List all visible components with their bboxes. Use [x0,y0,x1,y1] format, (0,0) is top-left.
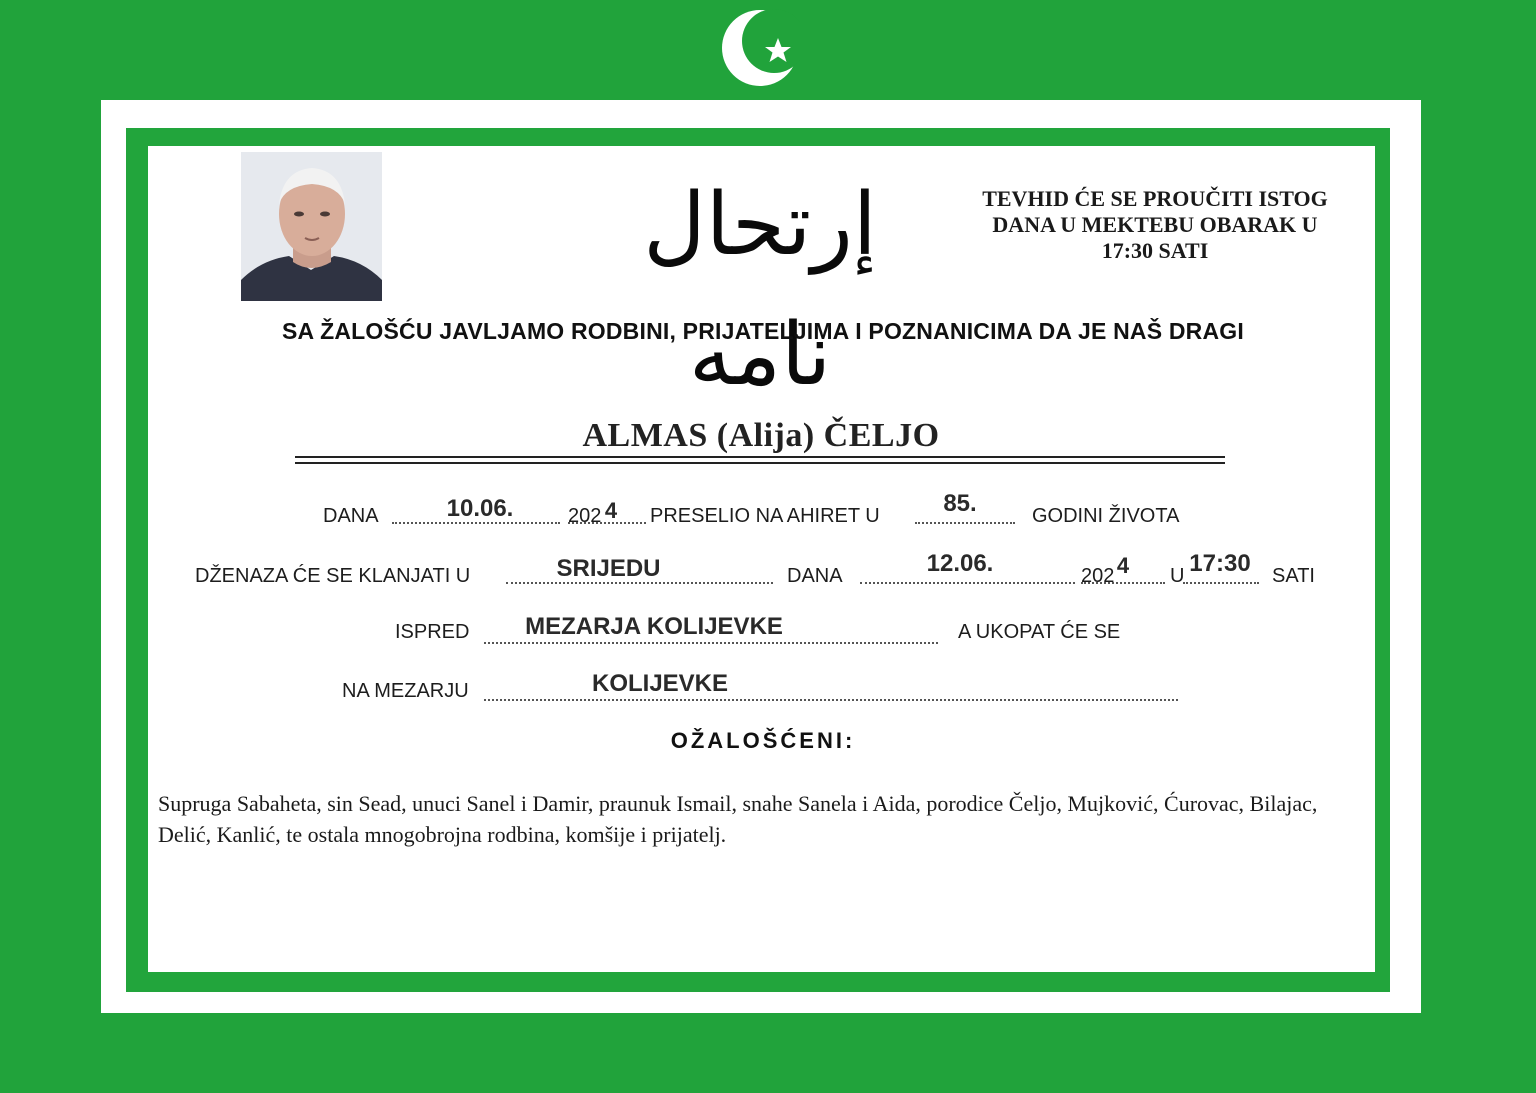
funeral-u-label: U [1170,565,1185,587]
dotted-line [484,699,1178,701]
age: 85. [943,490,977,517]
death-date: 10.06. [446,495,514,522]
funeral-year-digit: 4 [1116,553,1130,578]
sati-label: SATI [1272,565,1315,587]
dotted-line [915,522,1015,524]
name-underline [295,456,1225,458]
funeral-date: 12.06. [926,550,994,577]
announcement: SA ŽALOŠĆU JAVLJAMO RODBINI, PRIJATELJIMA I POZNANICIMA DA JE NAŠ DRAGI [282,318,1244,344]
godini-label: GODINI ŽIVOTA [1032,505,1180,527]
ispred-label: ISPRED [395,621,470,643]
cemetery-name: KOLIJEVKE [591,670,729,697]
death-year-digit: 4 [604,498,618,523]
funeral-time: 17:30 [1189,550,1251,577]
deceased-photo [241,152,382,301]
tevhid-line: DANA U MEKTEBU OBARAK U [992,212,1318,237]
mourners-title: OŽALOŠĆENI: [670,728,856,753]
funeral-year-prefix: 202 [1081,565,1115,587]
dotted-line [1183,582,1259,584]
death-dana-label: DANA [323,505,379,527]
funeral-place: MEZARJA KOLIJEVKE [525,613,783,640]
funeral-dana-label: DANA [787,565,843,587]
arabic-title: إرتحال نامه [643,175,877,405]
ukopat-label: A UKOPAT ĆE SE [958,621,1121,643]
name-underline [295,462,1225,464]
tevhid-line: TEVHID ĆE SE PROUČITI ISTOG [982,186,1328,211]
funeral-day: SRIJEDU [556,555,661,582]
dzenaza-label: DŽENAZA ĆE SE KLANJATI U [195,565,471,587]
tevhid-line: 17:30 SATI [1101,238,1209,263]
preselio-label: PRESELIO NA AHIRET U [650,505,880,527]
tevhid-notice [940,186,1370,264]
dotted-line [860,582,1075,584]
death-year-prefix: 202 [568,505,602,527]
deceased-name: ALMAS (Alija) ČELJO [582,417,940,454]
crescent-star-icon [720,8,800,88]
mourners-list: Supruga Sabaheta, sin Sead, unuci Sanel i Damir, praunuk Ismail, snahe Sanela i Aida, porodice Čeljo, Mujković, Ćurovac, Bilajac, Delić, Kanlić, te ostala mnogobrojna rodbina, komšije i prijatelj. [158,791,1318,847]
dotted-line [1081,582,1165,584]
mezarju-label: NA MEZARJU [342,680,469,702]
dotted-line [484,642,938,644]
dotted-line [568,522,646,524]
